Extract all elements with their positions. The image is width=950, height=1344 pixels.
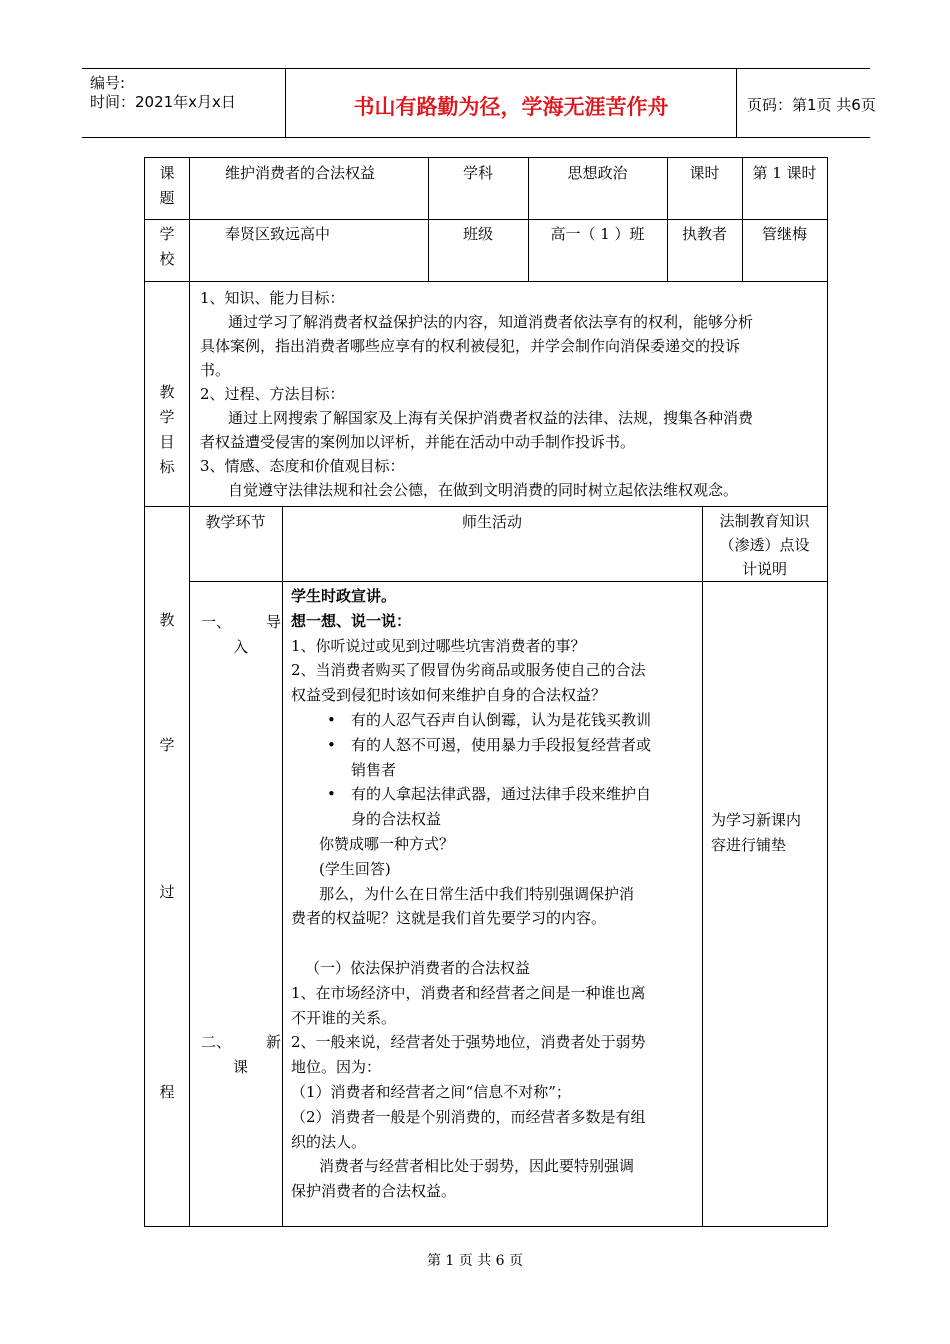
page-header: [82, 68, 876, 138]
class-value: 高一（ 1 ）班: [550, 225, 645, 243]
class-label: 班级: [462, 225, 493, 243]
school-label: 学校: [159, 225, 175, 268]
stage2-char: 课: [233, 1058, 249, 1076]
process-label-char: 过: [159, 883, 175, 901]
reason-line: （2）消费者一般是个别消费的，而经营者多数是有组: [291, 1107, 646, 1126]
stage1-char: 导: [266, 613, 282, 631]
subject-value: 思想政治: [567, 164, 628, 182]
bullet-item: • 有的人拿起法律武器，通过法律手段来维护自: [291, 782, 651, 807]
objective-line: 者权益遭受侵害的案例加以评析，并能在活动中动手制作投诉书。: [200, 433, 636, 451]
time-label: 时间：2021年x月x日: [90, 93, 236, 111]
school-value: 奉贤区致远高中: [225, 225, 331, 243]
conclusion-line: 保护消费者的合法权益。: [291, 1182, 457, 1201]
process-label-char: 教: [159, 611, 175, 629]
think-title: 想一想、说一说：: [291, 611, 412, 630]
stage1-number: 一、: [201, 613, 232, 631]
section-title: （一）依法保护消费者的合法权益: [305, 958, 531, 977]
point-line: 不开谁的关系。: [291, 1008, 397, 1027]
answer-line: (学生回答): [319, 859, 391, 878]
topic-label: 课题: [159, 164, 175, 207]
lesson-plan-table: [144, 157, 828, 1227]
transition-line: 那么，为什么在日常生活中我们特别强调保护消: [319, 884, 635, 903]
teacher-value: 管继梅: [761, 225, 807, 243]
subject-label: 学科: [462, 164, 493, 182]
conclusion-line: 消费者与经营者相比处于弱势，因此要特别强调: [319, 1157, 635, 1176]
objectives-label: 教学目标: [159, 383, 175, 476]
col-note-header: 法制教育知识 （渗透）点设 计说明: [719, 512, 810, 578]
ask-line: 你赞成哪一种方式？: [319, 834, 455, 853]
note-text: 为学习新课内 容进行铺垫: [711, 811, 802, 854]
objective-line: 通过学习了解消费者权益保护法的内容，知道消费者依法享有的权利，能够分析: [228, 313, 754, 331]
point-line: 地位。因为：: [291, 1058, 382, 1077]
stage2-number: 二、: [201, 1033, 232, 1051]
intro-title: 学生时政宣讲。: [291, 587, 397, 605]
objectives-text: [200, 286, 753, 502]
question-line: 2、当消费者购买了假冒伪劣商品或服务使自己的合法: [291, 661, 646, 680]
header-motto-cell: [285, 69, 737, 137]
objective-line: 通过上网搜索了解国家及上海有关保护消费者权益的法律、法规，搜集各种消费: [228, 409, 754, 427]
topic-value: 维护消费者的合法权益: [225, 164, 376, 182]
page-footer: 第 1 页 共 6 页: [426, 1253, 524, 1269]
question-line: 1、你听说过或见到过哪些坑害消费者的事？: [291, 636, 586, 655]
period-value: 第 1 课时: [752, 164, 817, 182]
page-info: 页码：第1页 共6页: [747, 96, 876, 114]
bullet-item: • 有的人怒不可遏，使用暴力手段报复经营者或: [291, 733, 651, 758]
header-meta-cell: [82, 69, 285, 137]
bullet-item-cont: 销售者: [351, 760, 397, 779]
bullet-item: • 有的人忍气吞声自认倒霉，认为是花钱买教训: [291, 708, 651, 733]
col-activity-header: 师生活动: [461, 513, 522, 531]
period-label: 课时: [689, 164, 720, 182]
bullet-item-cont: 身的合法权益: [351, 810, 442, 829]
objective-line: 1、知识、能力目标：: [200, 289, 345, 307]
point-line: 2、一般来说，经营者处于强势地位，消费者处于弱势: [291, 1033, 646, 1052]
col-stage-header: 教学环节: [205, 513, 266, 531]
objective-line: 具体案例，指出消费者哪些应享有的权利被侵犯，并学会制作向消保委递交的投诉: [200, 337, 741, 355]
question-line: 权益受到侵犯时该如何来维护自身的合法权益？: [291, 686, 607, 705]
stage2-char: 新: [266, 1033, 282, 1051]
transition-line: 费者的权益呢？这就是我们首先要学习的内容。: [291, 909, 607, 928]
reason-line: （1）消费者和经营者之间“信息不对称”；: [291, 1082, 571, 1101]
objective-line: 3、情感、态度和价值观目标：: [200, 457, 405, 475]
header-page-cell: [737, 69, 876, 137]
stage1-char: 入: [233, 638, 249, 656]
process-label-char: 程: [159, 1083, 175, 1101]
activity-content: [291, 584, 651, 1204]
reason-line: 织的法人。: [291, 1132, 367, 1151]
process-label-char: 学: [159, 736, 175, 754]
objective-line: 书。: [200, 361, 231, 379]
objective-line: 自觉遵守法律法规和社会公德，在做到文明消费的同时树立起依法维权观念。: [228, 481, 739, 499]
objective-line: 2、过程、方法目标：: [200, 385, 345, 403]
motto: 书山有路勤为径，学海无涯苦作舟: [353, 95, 669, 119]
teacher-label: 执教者: [681, 225, 727, 243]
point-line: 1、在市场经济中，消费者和经营者之间是一种谁也离: [291, 983, 646, 1002]
number-label: 编号:: [90, 74, 126, 92]
